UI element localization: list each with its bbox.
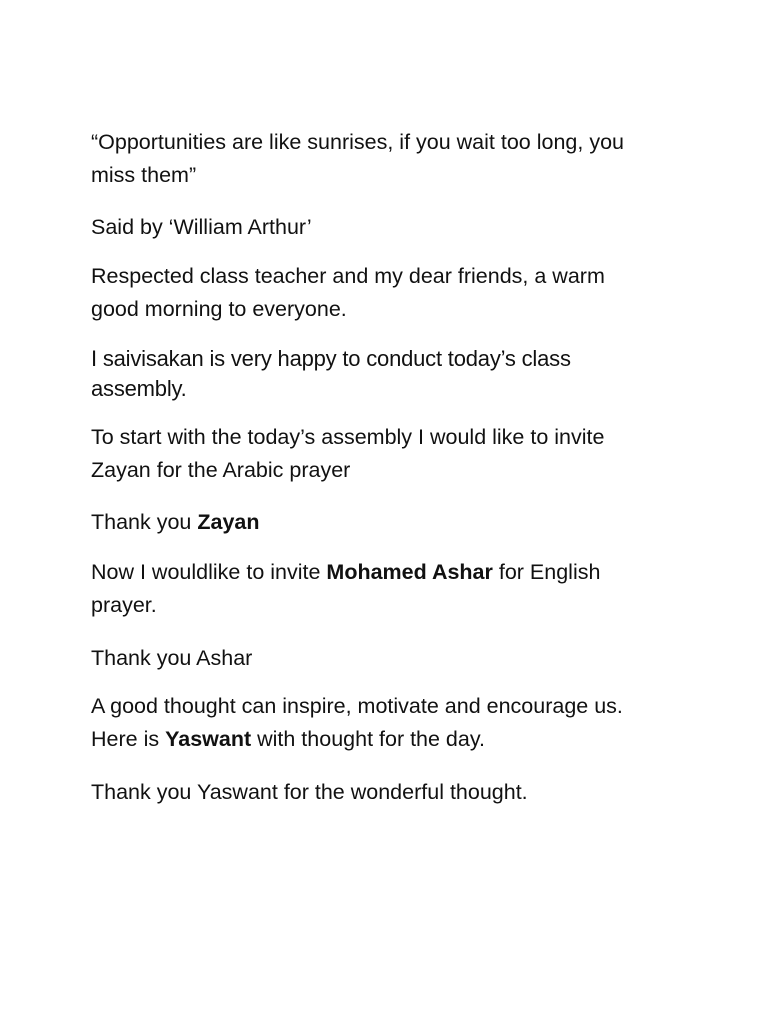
thanks1-name: Zayan — [197, 510, 260, 534]
quote-attribution — [91, 211, 312, 244]
thanks2-line: Thank you Ashar — [91, 646, 253, 670]
arabic-prayer-invite — [91, 421, 604, 487]
quote-line-1: “Opportunities are like sunrises, if you wait too long, you — [91, 130, 624, 154]
thanks-zayan — [91, 506, 260, 539]
thought-name: Yaswant — [165, 727, 252, 751]
attribution-text: Said by ‘William Arthur’ — [91, 215, 312, 239]
invite2-name: Mohamed Ashar — [326, 560, 493, 584]
thanks1-line — [91, 506, 260, 539]
thought-prefix: Here is — [91, 727, 166, 751]
quote-line-2: miss them” — [91, 163, 197, 187]
intro-line-1: I saivisakan is very happy to conduct today’s class — [91, 346, 571, 371]
thought-paragraph — [91, 690, 623, 756]
invite2-prefix: Now I wouldlike to invite — [91, 560, 327, 584]
english-prayer-invite — [91, 556, 600, 622]
invite2-line-1 — [91, 556, 600, 589]
opening-quote — [91, 126, 624, 192]
closing-line: Thank you Yaswant for the wonderful thought. — [91, 780, 528, 804]
thought-line-2 — [91, 723, 623, 756]
thought-line-1: A good thought can inspire, motivate and encourage us. — [91, 694, 623, 718]
greeting-line-2: good morning to everyone. — [91, 297, 347, 321]
invite1-line-2: Zayan for the Arabic prayer — [91, 458, 351, 482]
thanks1-prefix: Thank you — [91, 510, 198, 534]
greeting-line-1: Respected class teacher and my dear friends, a warm — [91, 264, 605, 288]
invite2-suffix: for English — [492, 560, 601, 584]
invite1-line-1: To start with the today’s assembly I would like to invite — [91, 425, 605, 449]
thought-suffix: with thought for the day. — [251, 727, 485, 751]
intro-line-2: assembly. — [91, 376, 187, 401]
intro-paragraph — [91, 344, 571, 404]
greeting-paragraph — [91, 260, 605, 326]
closing-thanks — [91, 776, 528, 809]
thanks-ashar — [91, 642, 252, 675]
invite2-line-2: prayer. — [91, 593, 157, 617]
